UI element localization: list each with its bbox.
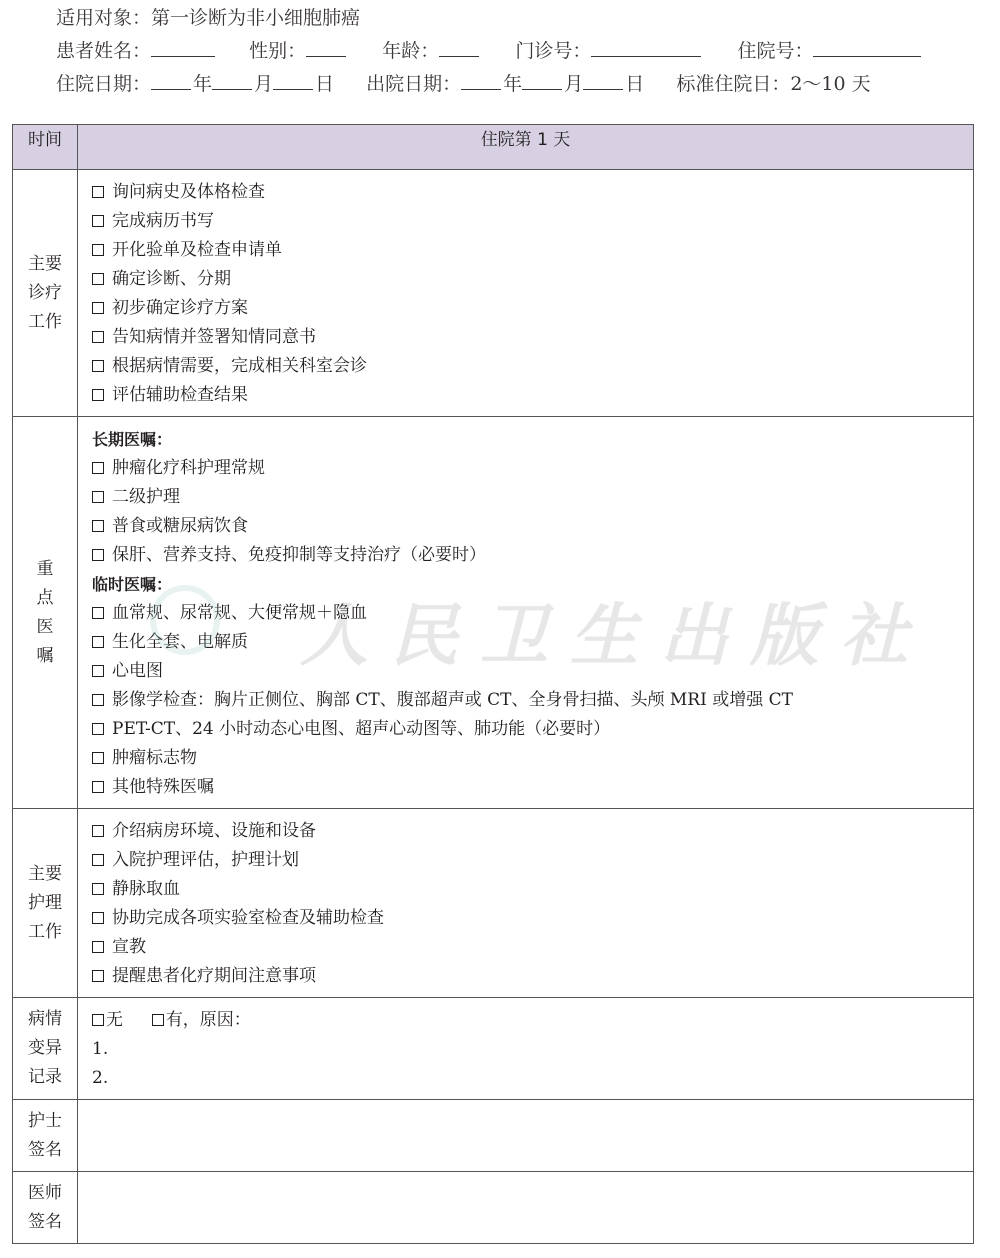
- admit-day-unit: 日: [315, 73, 335, 95]
- checkbox[interactable]: [92, 781, 104, 793]
- checkbox[interactable]: [92, 941, 104, 953]
- checklist-item[interactable]: 宣教: [92, 933, 973, 962]
- dates-line: [56, 69, 871, 99]
- main-work-content: [78, 170, 974, 417]
- checklist-item[interactable]: 影像学检查：胸片正侧位、胸部 CT、腹部超声或 CT、全身骨扫描、头颅 MRI 或增强 CT: [92, 686, 973, 715]
- checkbox[interactable]: [92, 607, 104, 619]
- checklist-item[interactable]: 生化全套、电解质: [92, 628, 973, 657]
- checklist-item[interactable]: 询问病史及体格检查: [92, 178, 973, 207]
- checkbox[interactable]: [92, 549, 104, 561]
- checklist-item[interactable]: 提醒患者化疗期间注意事项: [92, 962, 973, 991]
- nursing-work-content: [78, 809, 974, 998]
- doctor-signature-field[interactable]: [78, 1172, 974, 1244]
- age-label: 年龄：: [382, 40, 440, 62]
- variation-none-checkbox[interactable]: [92, 1014, 104, 1026]
- checklist-item[interactable]: 二级护理: [92, 483, 973, 512]
- admit-year-field[interactable]: [151, 69, 191, 90]
- checklist-item[interactable]: 保肝、营养支持、免疫抑制等支持治疗（必要时）: [92, 541, 973, 570]
- discharge-date-label: 出院日期：: [366, 73, 462, 95]
- patient-name-field[interactable]: [151, 36, 215, 57]
- checklist-item[interactable]: 静脉取血: [92, 875, 973, 904]
- admit-year-unit: 年: [193, 73, 213, 95]
- inpatient-no-label: 住院号：: [737, 40, 814, 62]
- long-term-orders-title: 长期医嘱：: [92, 430, 173, 449]
- admit-month-unit: 月: [254, 73, 274, 95]
- row-label-variation: 病情 变异 记录: [13, 998, 78, 1100]
- checkbox[interactable]: [92, 389, 104, 401]
- gender-field[interactable]: [306, 36, 346, 57]
- gender-label: 性别：: [249, 40, 307, 62]
- checkbox[interactable]: [92, 186, 104, 198]
- checklist-item[interactable]: 完成病历书写: [92, 207, 973, 236]
- variation-line-1[interactable]: 1.: [92, 1039, 109, 1059]
- checklist-item[interactable]: 心电图: [92, 657, 973, 686]
- checkbox[interactable]: [92, 520, 104, 532]
- row-doctor-signature: [13, 1172, 974, 1244]
- key-orders-content: [78, 417, 974, 809]
- clinical-pathway-table: [12, 124, 974, 1244]
- checklist-item[interactable]: 开化验单及检查申请单: [92, 236, 973, 265]
- checkbox[interactable]: [92, 491, 104, 503]
- row-variation-record: [13, 998, 974, 1100]
- checkbox[interactable]: [92, 244, 104, 256]
- discharge-day-unit: 日: [625, 73, 645, 95]
- checkbox[interactable]: [92, 273, 104, 285]
- standard-stay: 标准住院日：2～10 天: [676, 73, 871, 95]
- discharge-year-field[interactable]: [461, 69, 501, 90]
- variation-yes-checkbox[interactable]: [152, 1014, 164, 1026]
- checkbox[interactable]: [92, 665, 104, 677]
- age-field[interactable]: [439, 36, 479, 57]
- checkbox[interactable]: [92, 970, 104, 982]
- applicable-object: 适用对象：第一诊断为非小细胞肺癌: [56, 7, 361, 29]
- checkbox[interactable]: [92, 694, 104, 706]
- row-main-work: [13, 170, 974, 417]
- checkbox[interactable]: [92, 854, 104, 866]
- table-header-row: [13, 125, 974, 170]
- discharge-year-unit: 年: [503, 73, 523, 95]
- variation-yes-label: 有，原因：: [165, 1010, 251, 1030]
- checklist-item[interactable]: 确定诊断、分期: [92, 265, 973, 294]
- discharge-day-field[interactable]: [583, 69, 623, 90]
- variation-content: [78, 998, 974, 1100]
- checklist-item[interactable]: 血常规、尿常规、大便常规＋隐血: [92, 599, 973, 628]
- checkbox[interactable]: [92, 331, 104, 343]
- checkbox[interactable]: [92, 723, 104, 735]
- discharge-month-field[interactable]: [522, 69, 562, 90]
- checkbox[interactable]: [92, 360, 104, 372]
- row-label-doctor-sign: 医师 签名: [13, 1172, 78, 1244]
- checkbox[interactable]: [92, 752, 104, 764]
- row-label-main-work: 主要 诊疗 工作: [13, 170, 78, 417]
- temp-orders-title: 临时医嘱：: [92, 575, 173, 594]
- row-label-nurse-sign: 护士 签名: [13, 1100, 78, 1172]
- checkbox[interactable]: [92, 302, 104, 314]
- checklist-item[interactable]: 评估辅助检查结果: [92, 381, 973, 410]
- checklist-item[interactable]: 初步确定诊疗方案: [92, 294, 973, 323]
- inpatient-no-field[interactable]: [813, 36, 921, 57]
- row-label-key-orders: 重 点 医 嘱: [13, 417, 78, 809]
- checklist-item[interactable]: 介绍病房环境、设施和设备: [92, 817, 973, 846]
- checklist-item[interactable]: 肿瘤标志物: [92, 744, 973, 773]
- row-nursing-work: [13, 809, 974, 998]
- row-nurse-signature: [13, 1100, 974, 1172]
- publisher-watermark: 人民卫生出版社: [300, 596, 931, 676]
- admit-day-field[interactable]: [273, 69, 313, 90]
- checkbox[interactable]: [92, 883, 104, 895]
- checkbox[interactable]: [92, 912, 104, 924]
- admit-month-field[interactable]: [212, 69, 252, 90]
- col-day-header: 住院第 1 天: [78, 125, 974, 170]
- checklist-item[interactable]: PET-CT、24 小时动态心电图、超声心动图等、肺功能（必要时）: [92, 715, 973, 744]
- discharge-month-unit: 月: [564, 73, 584, 95]
- patient-info-line: [56, 36, 923, 66]
- clinic-no-field[interactable]: [591, 36, 701, 57]
- checklist-item[interactable]: 告知病情并签署知情同意书: [92, 323, 973, 352]
- checklist-item[interactable]: 其他特殊医嘱: [92, 773, 973, 802]
- nurse-signature-field[interactable]: [78, 1100, 974, 1172]
- col-time-header: 时间: [13, 125, 78, 170]
- checkbox[interactable]: [92, 215, 104, 227]
- admit-date-label: 住院日期：: [56, 73, 152, 95]
- checkbox[interactable]: [92, 636, 104, 648]
- checklist-item[interactable]: 根据病情需要，完成相关科室会诊: [92, 352, 973, 381]
- patient-name-label: 患者姓名：: [56, 40, 152, 62]
- checklist-item[interactable]: 肿瘤化疗科护理常规: [92, 454, 973, 483]
- checklist-item[interactable]: 协助完成各项实验室检查及辅助检查: [92, 904, 973, 933]
- checklist-item[interactable]: 入院护理评估，护理计划: [92, 846, 973, 875]
- checkbox[interactable]: [92, 825, 104, 837]
- checklist-item[interactable]: 普食或糖尿病饮食: [92, 512, 973, 541]
- variation-none-label: 无: [106, 1010, 123, 1030]
- variation-line-2[interactable]: 2.: [92, 1068, 109, 1088]
- checkbox[interactable]: [92, 462, 104, 474]
- clinic-no-label: 门诊号：: [515, 40, 592, 62]
- row-key-orders: [13, 417, 974, 809]
- row-label-nursing-work: 主要 护理 工作: [13, 809, 78, 998]
